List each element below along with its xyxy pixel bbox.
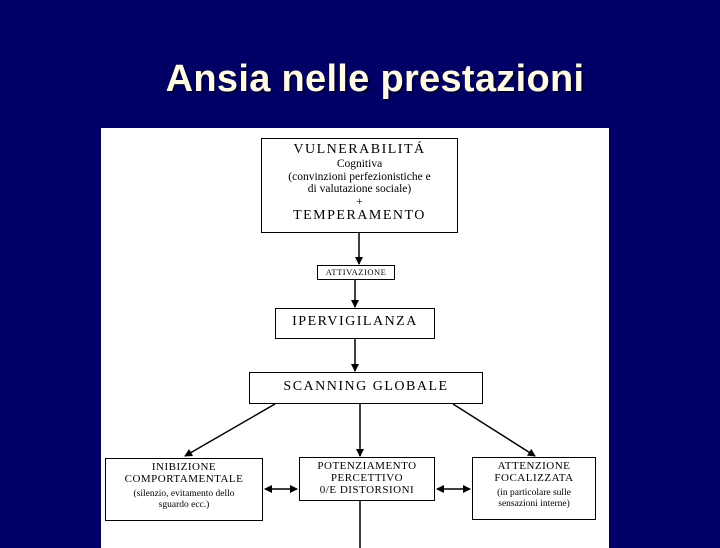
vulnerabilita-line1: Cognitiva bbox=[336, 158, 383, 170]
potenziamento-line1: POTENZIAMENTO bbox=[317, 460, 417, 472]
inibizione-note1: (silenzio, evitamento dello bbox=[133, 489, 235, 499]
vulnerabilita-box bbox=[261, 138, 458, 233]
attenzione-line1: ATTENZIONE bbox=[497, 460, 571, 472]
flow-diagram bbox=[101, 128, 609, 548]
vulnerabilita-line4: TEMPERAMENTO bbox=[293, 208, 426, 223]
vulnerabilita-line3: di valutazione sociale) bbox=[307, 183, 412, 195]
attenzione-note2: sensazioni interne) bbox=[498, 499, 570, 509]
attenzione-line2: FOCALIZZATA bbox=[494, 472, 574, 484]
scanning-label: SCANNING GLOBALE bbox=[283, 379, 449, 394]
attivazione-label: ATTIVAZIONE bbox=[325, 267, 387, 277]
vulnerabilita-heading: VULNERABILITÁ bbox=[293, 142, 426, 157]
potenziamento-line3: 0/E DISTORSIONI bbox=[319, 484, 415, 496]
potenziamento-line2: PERCETTIVO bbox=[330, 472, 404, 484]
ipervigilanza-box bbox=[275, 308, 435, 339]
attenzione-box bbox=[472, 457, 596, 520]
inibizione-note2: sguardo ecc.) bbox=[158, 500, 210, 510]
ipervigilanza-label: IPERVIGILANZA bbox=[292, 314, 418, 329]
attenzione-note1: (in particolare sulle bbox=[497, 488, 571, 498]
inibizione-box bbox=[105, 458, 263, 521]
arrow-scanning-to-attenzione bbox=[453, 404, 535, 456]
vulnerabilita-plus: + bbox=[356, 195, 363, 208]
potenziamento-box bbox=[299, 457, 435, 501]
inibizione-line2: COMPORTAMENTALE bbox=[124, 473, 244, 485]
scanning-box bbox=[249, 372, 483, 404]
inibizione-line1: INIBIZIONE bbox=[151, 461, 217, 473]
slide-title: Ansia nelle prestazioni bbox=[165, 58, 585, 100]
vulnerabilita-line2: (convinzioni perfezionistiche e bbox=[288, 170, 431, 183]
arrow-scanning-to-inibizione bbox=[185, 404, 275, 456]
attivazione-box bbox=[317, 265, 395, 280]
